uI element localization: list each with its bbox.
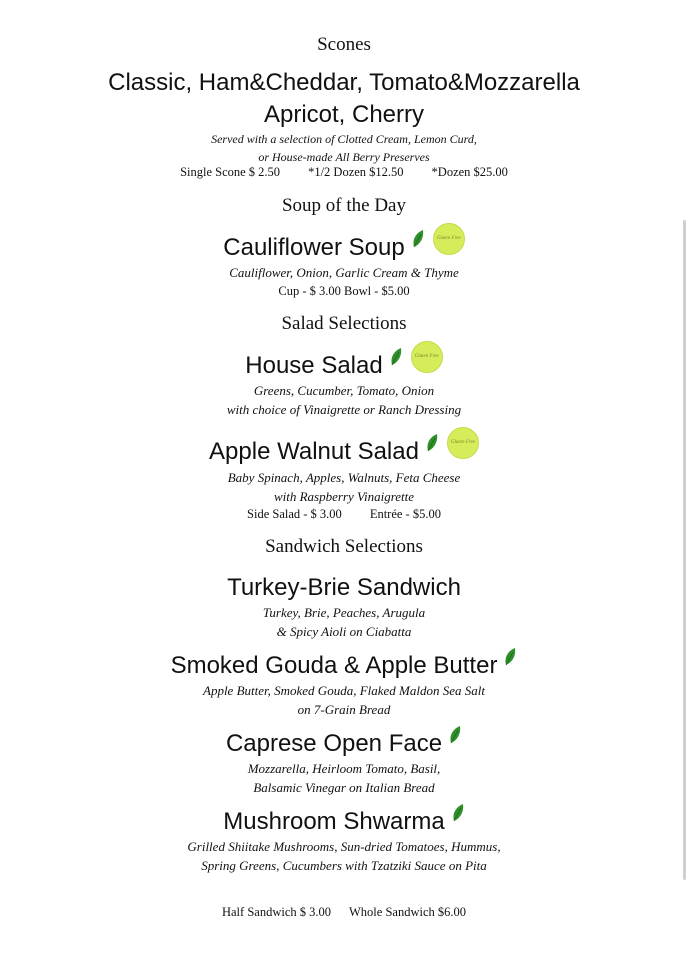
sandwich-desc-line2: Spring Greens, Cucumbers with Tzatziki Sauce on Pita: [201, 858, 487, 873]
price-dozen: *Dozen $25.00: [431, 165, 508, 179]
sandwich-prices: [0, 905, 688, 920]
sandwiches-heading: Sandwich Selections: [265, 536, 423, 557]
soup-item: [0, 233, 688, 265]
salad-prices: [0, 507, 688, 522]
sandwich-title: Smoked Gouda & Apple Butter: [170, 652, 498, 679]
sandwich-item: [0, 729, 688, 759]
price-whole-sandwich: Whole Sandwich $6.00: [349, 905, 466, 919]
salad-title: House Salad: [245, 352, 383, 379]
sandwich-desc-line2: Balsamic Vinegar on Italian Bread: [253, 780, 435, 795]
sandwich-item: [0, 651, 688, 681]
leaf-icon: [503, 647, 517, 667]
leaf-icon: [411, 229, 425, 249]
sandwich-desc-line1: Turkey, Brie, Peaches, Arugula: [262, 605, 426, 620]
soup-title: Cauliflower Soup: [223, 234, 405, 261]
gluten-free-badge: Gluten Free: [447, 427, 479, 459]
sandwich-item: [0, 807, 688, 837]
scones-desc-line2: or House-made All Berry Preserves: [258, 150, 430, 164]
gluten-free-badge: Gluten Free: [433, 223, 465, 255]
sandwich-desc-line1: Apple Butter, Smoked Gouda, Flaked Maldon Sea Salt: [203, 683, 485, 698]
leaf-icon: [451, 803, 465, 823]
scrollbar[interactable]: [683, 220, 686, 880]
sandwich-desc-line1: Grilled Shiitake Mushrooms, Sun-dried Tomatoes, Hummus,: [187, 839, 501, 854]
price-side-salad: Side Salad - $ 3.00: [247, 507, 342, 521]
salad-desc-line1: Greens, Cucumber, Tomato, Onion: [253, 383, 435, 398]
salads-heading: Salad Selections: [281, 313, 407, 334]
price-entree: Entrée - $5.00: [369, 507, 441, 521]
soup-price: Cup - $ 3.00 Bowl - $5.00: [278, 284, 410, 298]
sandwich-title: Turkey-Brie Sandwich: [227, 574, 461, 601]
gluten-free-badge: Gluten Free: [411, 341, 443, 373]
soup-heading: Soup of the Day: [281, 195, 406, 216]
price-single-scone: Single Scone $ 2.50: [180, 165, 281, 179]
sandwich-desc-line2: on 7-Grain Bread: [297, 702, 391, 717]
salad-item: [0, 351, 688, 383]
soup-desc: Cauliflower, Onion, Garlic Cream & Thyme: [229, 265, 459, 280]
sandwich-title: Mushroom Shwarma: [223, 808, 445, 835]
leaf-icon: [448, 725, 462, 745]
scones-heading: Scones: [317, 34, 371, 55]
sandwich-title: Caprese Open Face: [225, 730, 443, 757]
price-half-sandwich: Half Sandwich $ 3.00: [221, 905, 331, 919]
leaf-icon: [425, 433, 439, 453]
leaf-icon: [389, 347, 403, 367]
salad-desc-line2: with choice of Vinaigrette or Ranch Dressing: [226, 402, 462, 417]
salad-item: [0, 437, 688, 469]
salad-title: Apple Walnut Salad: [209, 438, 419, 465]
sandwich-desc-line1: Mozzarella, Heirloom Tomato, Basil,: [247, 761, 441, 776]
scones-flavors-line1: Classic, Ham&Cheddar, Tomato&Mozzarella: [108, 69, 580, 96]
scones-prices: [0, 165, 688, 180]
scones-desc-line1: Served with a selection of Clotted Cream, Lemon Curd,: [211, 132, 477, 146]
scones-flavors-line2: Apricot, Cherry: [263, 101, 425, 128]
price-half-dozen: *1/2 Dozen $12.50: [308, 165, 404, 179]
sandwich-desc-line2: & Spicy Aioli on Ciabatta: [276, 624, 412, 639]
sandwich-item: [0, 573, 688, 603]
salad-desc-line2: with Raspberry Vinaigrette: [273, 489, 415, 504]
salad-desc-line1: Baby Spinach, Apples, Walnuts, Feta Cheese: [227, 470, 461, 485]
